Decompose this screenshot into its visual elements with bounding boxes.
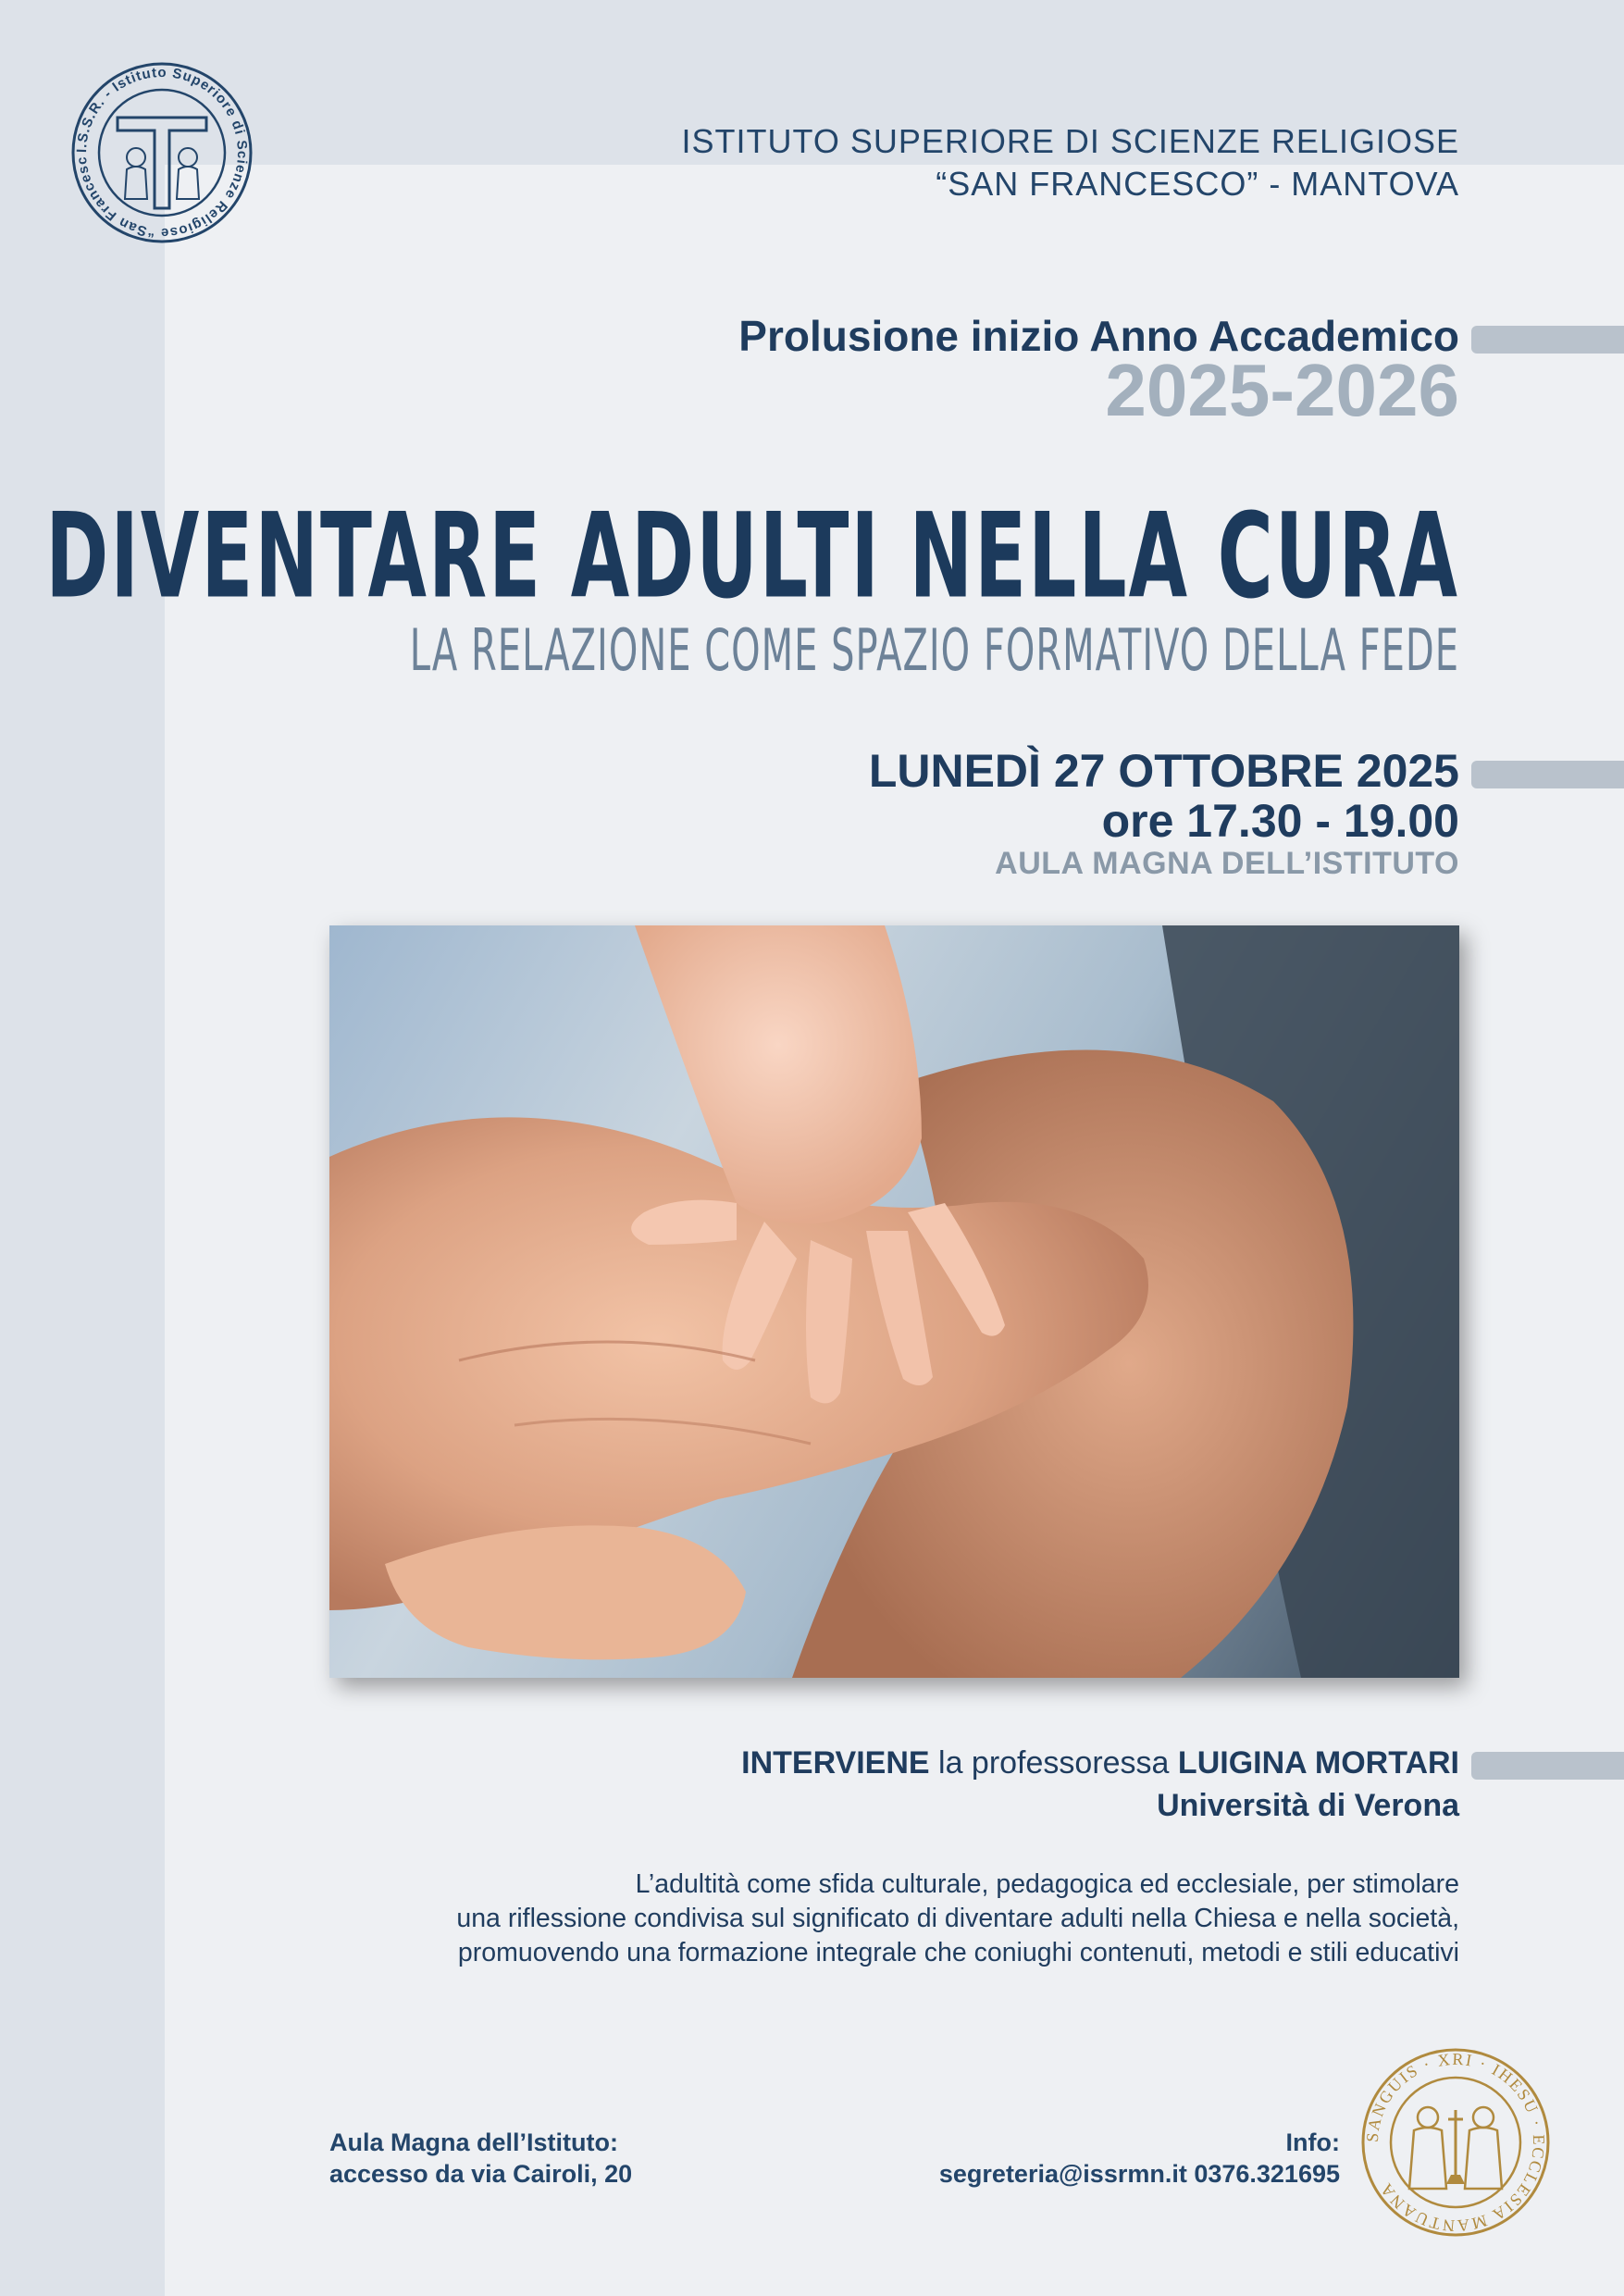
footer-info-label: Info:: [1285, 2128, 1340, 2156]
speaker-intervene: INTERVIENE: [741, 1745, 930, 1781]
accent-bar-speaker: [1471, 1752, 1624, 1780]
left-decorative-band: [0, 0, 165, 2296]
accent-bar-prolusione: [1471, 326, 1624, 354]
issr-seal-text: I.S.S.R. - Istituto Superiore di Scienze Religiose “San Francesc: [73, 64, 251, 242]
hands-photo: [329, 925, 1459, 1678]
footer-location-line2: accesso da via Cairoli, 20: [329, 2160, 633, 2188]
event-title: DIVENTARE ADULTI NELLA CURA: [45, 489, 1459, 626]
event-time: ore 17.30 - 19.00: [1101, 795, 1459, 847]
institute-name-line1: ISTITUTO SUPERIORE DI SCIENZE RELIGIOSE: [681, 122, 1459, 160]
footer-info: [939, 2127, 1340, 2190]
speaker-name: LUIGINA MORTARI: [1177, 1745, 1459, 1781]
footer-info-contact[interactable]: segreteria@issrmn.it 0376.321695: [938, 2160, 1340, 2188]
speaker-role: la professoressa: [929, 1745, 1178, 1781]
issr-seal-logo: [69, 60, 254, 245]
event-subtitle: LA RELAZIONE COME SPAZIO FORMATIVO DELLA FEDE: [409, 618, 1459, 685]
event-venue: AULA MAGNA DELL’ISTITUTO: [995, 846, 1459, 881]
speaker-line: [741, 1745, 1459, 1781]
footer-location: [329, 2127, 632, 2190]
event-date: LUNEDÌ 27 OTTOBRE 2025: [868, 745, 1459, 797]
accent-bar-date: [1471, 761, 1624, 788]
prolusione-heading: Prolusione inizio Anno Accademico: [738, 312, 1459, 360]
speaker-university: Università di Verona: [1157, 1788, 1459, 1823]
footer-location-line1: Aula Magna dell’Istituto:: [329, 2128, 619, 2156]
description-line1: L’adultità come sfida culturale, pedagogica ed ecclesiale, per stimolare: [635, 1869, 1459, 1899]
diocese-seal-text: SANGUIS · XRI · IHESU · ECCLESIA MANTUANA: [1362, 2049, 1549, 2236]
academic-years: 2025-2026: [1105, 349, 1459, 431]
diocese-seal-logo: [1358, 2045, 1553, 2240]
description-line3: promuovendo una formazione integrale che coniughi contenuti, metodi e stili educativi: [457, 1938, 1459, 1967]
description-line2: una riflessione condivisa sul significato di diventare adulti nella Chiesa e nella società,: [456, 1904, 1459, 1933]
institute-name-line2: “SAN FRANCESCO” - MANTOVA: [936, 165, 1459, 203]
